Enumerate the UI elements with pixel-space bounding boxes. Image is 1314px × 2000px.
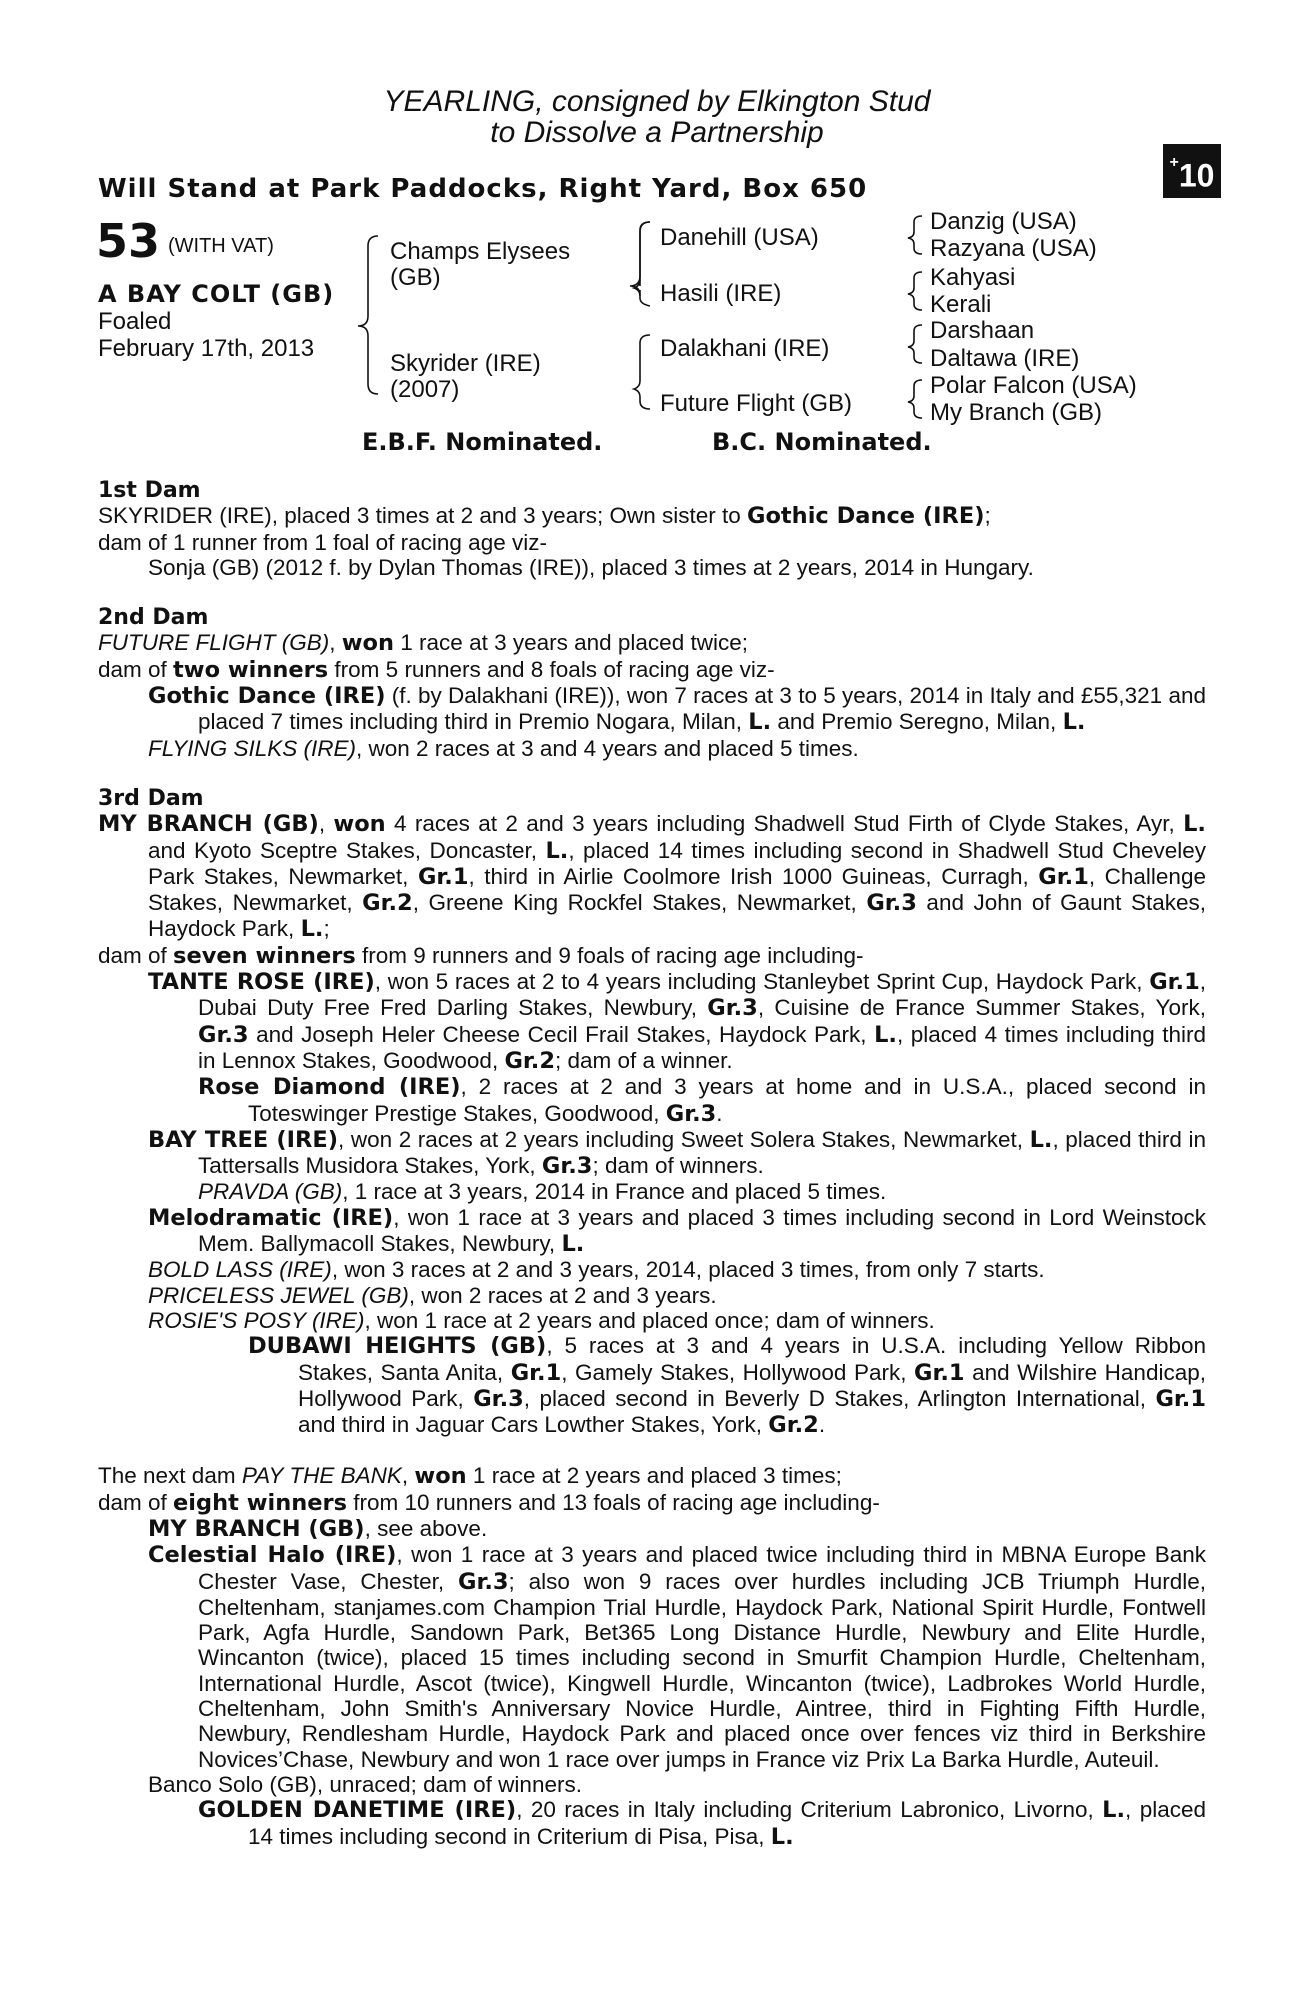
lot-number: 53 [96,214,161,268]
vat-note: (WITH VAT) [168,235,274,257]
produce-bay-tree: BAY TREE (IRE), won 2 races at 2 years including Sweet Solera Stakes, Newmarket, L., placed third in Tattersalls Musidora Stakes, York, Gr.3; dam of winners. [148,1126,1207,1180]
grandsire-1: Danzig (USA) [930,208,1077,235]
first-dam-line-2: dam of 1 runner from 1 foal of racing age viz- [98,529,547,555]
sire-sire: Danehill (USA) [660,224,819,251]
grandsire-3: Darshaan [930,317,1035,344]
next-dam-produce-golden-danetime: GOLDEN DANETIME (IRE), 20 races in Italy including Criterium Labronico, Livorno, L., placed 14 times including second in Criterium di Pisa, Pisa, L. [198,1797,1206,1850]
sire-origin: (GB) [390,264,441,291]
granddam-1: Razyana (USA) [930,235,1097,262]
produce-priceless-jewel: PRICELESS JEWEL (GB), won 2 races at 2 and 3 years. [148,1282,717,1308]
produce-rose-diamond: Rose Diamond (IRE), 2 races at 2 and 3 years at home and in U.S.A., placed second in Toteswinger Prestige Stakes, Goodwood, Gr.3. [198,1074,1206,1127]
ebf-nominated: E.B.F. Nominated. [362,428,603,456]
next-dam-produce-celestial-halo: Celestial Halo (IRE), won 1 race at 3 years and placed twice including third in MBNA Europe Bank Chester Vase, Chester, Gr.3; also won 9 races over hurdles including JCB Triumph Hurdle, Cheltenham, stanjames.com Champion Trial Hurdle, Haydock Park, National Spirit Hurdle, Fontwell Park, Agfa Hurdle, Sandown Park, Bet365 Long Distance Hurdle, Newbury and Elite Hurdle, Wincanton (twice), placed 15 times including second in Smurfit Champion Hurdle, Cheltenham, International Hurdle, Ascot (twice), Kingwell Hurdle, Wincanton (twice), Ladbrokes World Hurdle, Cheltenham, John Smith's Anniversary Novice Hurdle, Aintree, third in Fighting Fifth Hurdle, Newbury, Rendlesham Hurdle, Haydock Park and placed once over fences viz third in Berkshire Novices’Chase, Newbury and won 1 race over jumps in France viz Prix La Barka Hurdle, Auteuil. [148,1542,1207,1772]
third-dam-summary: dam of seven winners from 9 runners and 9 foals of racing age including- [98,942,864,969]
produce-tante-rose: TANTE ROSE (IRE), won 5 races at 2 to 4 years including Stanleybet Sprint Cup, Haydock Park, Gr.1, Dubai Duty Free Fred Darling Stakes, Newbury, Gr.3, Cuisine de France Summer Stakes, York, Gr.3 and Joseph Heler Cheese Cecil Frail Stakes, Haydock Park, L., placed 4 times including third in Lennox Stakes, Goodwood, Gr.2; dam of a winner. [148,969,1207,1074]
second-dam-line-1: FUTURE FLIGHT (GB), won 1 race at 3 years and placed twice; [98,630,748,657]
third-dam-record: MY BRANCH (GB), won 4 races at 2 and 3 years including Shadwell Stud Firth of Clyde Stakes, Ayr, L. and Kyoto Sceptre Stakes, Doncaster, L., placed 14 times including second in Shadwell Stud Cheveley Park Stakes, Newmarket, Gr.1, third in Airlie Coolmore Irish 1000 Guineas, Curragh, Gr.1, Challenge Stakes, Newmarket, Gr.2, Greene King Rockfel Stakes, Newmarket, Gr.3 and John of Gaunt Stakes, Haydock Park, L.; [98,811,1207,943]
first-dam-line-1: SKYRIDER (IRE), placed 3 times at 2 and 3 years; Own sister to Gothic Dance (IRE); [98,503,991,530]
consignment-line-2: to Dissolve a Partnership [490,116,824,149]
third-dam-heading: 3rd Dam [98,785,204,811]
second-dam-produce-1: Gothic Dance (IRE) (f. by Dalakhani (IRE)), won 7 races at 3 to 5 years, 2014 in Italy and £55,321 and placed 7 times including third in Premio Nogara, Milan, L. and Premio Seregno, Milan, L. [148,683,1206,736]
produce-bold-lass: BOLD LASS (IRE), won 3 races at 2 and 3 years, 2014, placed 3 times, from only 7 starts. [148,1257,1045,1283]
first-dam-produce: Sonja (GB) (2012 f. by Dylan Thomas (IRE)), placed 3 times at 2 years, 2014 in Hungary. [148,554,1034,580]
bc-nominated: B.C. Nominated. [712,428,932,456]
dam-year: (2007) [390,376,460,403]
foaled-label: Foaled [98,308,172,335]
lot-badge-text: 10 [1178,157,1215,194]
grandsire-2: Kahyasi [930,264,1016,291]
second-dam-heading: 2nd Dam [98,605,209,631]
grandsire-4: Polar Falcon (USA) [930,372,1137,399]
produce-record [98,478,1206,1850]
next-dam-produce-my-branch: MY BRANCH (GB), see above. [148,1515,488,1542]
produce-pravda: PRAVDA (GB), 1 race at 3 years, 2014 in France and placed 5 times. [198,1179,887,1205]
first-dam-heading: 1st Dam [98,478,201,503]
granddam-2: Kerali [930,291,992,318]
granddam-3: Daltawa (IRE) [930,345,1080,372]
lot-title: A BAY COLT (GB) [98,280,335,308]
foaled-date: February 17th, 2013 [98,335,315,362]
consignment-line-1: YEARLING, consigned by Elkington Stud [383,85,931,118]
second-dam-produce-2: FLYING SILKS (IRE), won 2 races at 3 and 4 years and placed 5 times. [148,735,859,761]
produce-rosies-posy: ROSIE'S POSY (IRE), won 1 race at 2 years and placed once; dam of winners. [148,1307,935,1333]
granddam-4: My Branch (GB) [930,399,1103,426]
sire-name: Champs Elysees [390,238,571,265]
dam-dam: Future Flight (GB) [660,390,853,417]
next-dam-line-2: dam of eight winners from 10 runners and 13 foals of racing age including- [98,1489,880,1516]
stand-location: Will Stand at Park Paddocks, Right Yard, Box 650 [98,174,868,204]
dam-sire: Dalakhani (IRE) [660,335,830,362]
next-dam-line-1: The next dam PAY THE BANK, won 1 race at 2 years and placed 3 times; [98,1463,842,1490]
produce-melodramatic: Melodramatic (IRE), won 1 race at 3 years and placed 3 times including second in Lord Weinstock Mem. Ballymacoll Stakes, Newbury, L. [148,1204,1206,1258]
next-dam-produce-banco-solo: Banco Solo (GB), unraced; dam of winners. [148,1771,582,1797]
sire-dam: Hasili (IRE) [660,280,782,307]
dam-name: Skyrider (IRE) [390,350,541,377]
second-dam-line-2: dam of two winners from 5 runners and 8 foals of racing age viz- [98,656,775,683]
produce-dubawi-heights: DUBAWI HEIGHTS (GB), 5 races at 3 and 4 years in U.S.A. including Yellow Ribbon Stakes, Santa Anita, Gr.1, Gamely Stakes, Hollywood Park, Gr.1 and Wilshire Handicap, Hollywood Park, Gr.3, placed second in Beverly D Stakes, Arlington International, Gr.1 and third in Jaguar Cars Lowther Stakes, York, Gr.2. [248,1333,1206,1439]
lot-badge: +10 [1163,144,1221,198]
